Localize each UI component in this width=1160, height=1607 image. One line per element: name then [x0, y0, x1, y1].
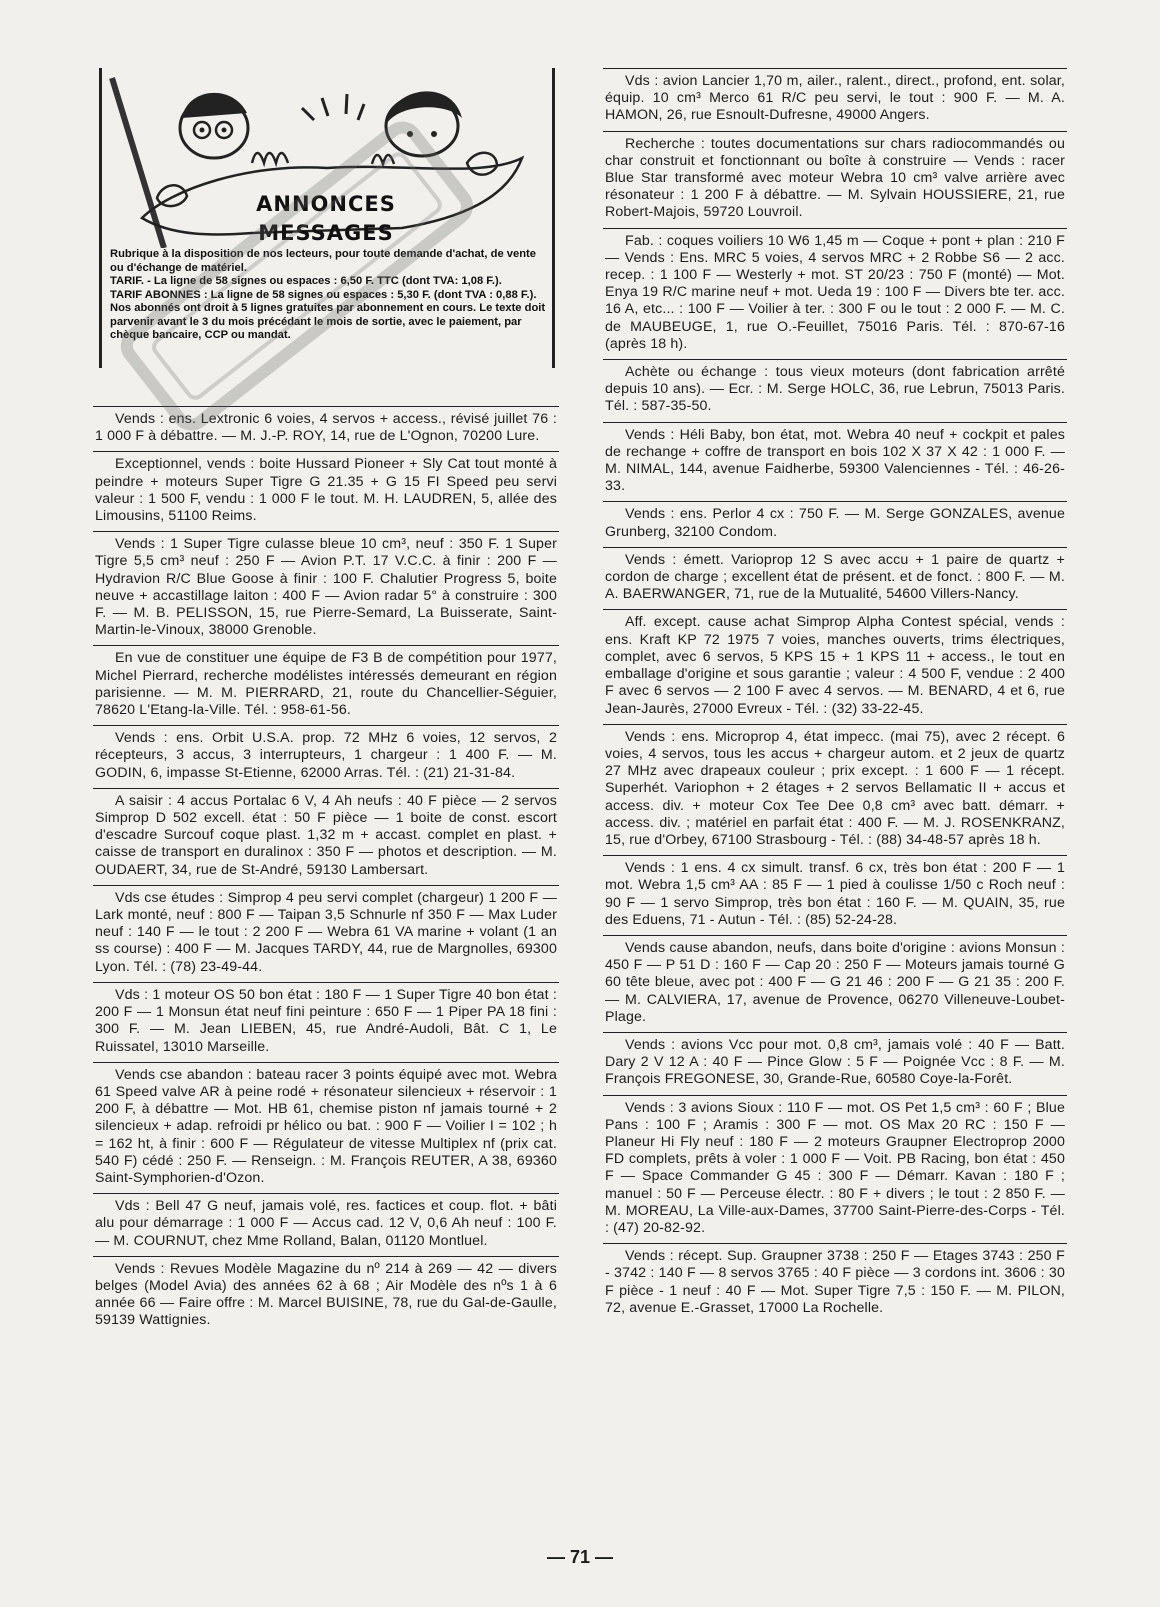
- classified-ad: Fab. : coques voiliers 10 W6 1,45 m — Coque + pont + plan : 210 F — Vends : Ens. MRC 5 voies, 4 servos MRC + 2 Robbe S6 — 2 acc. recep. : 1 100 F — Westerly + mot. ST 20/23 : 750 F (monté) — Mot. Enya 19 R/C marine neuf + mot. Ueda 19 : 100 F — Divers bte ter. acc. 16 A, etc... : 100 F — Voilier à ter. : 300 F ou le tout : 2 000 F. — M. C. de MAUBEUGE, 1, rue O.-Feuillet, 75016 Paris. Tél. : 870-67-16 (après 18 h).: [603, 228, 1067, 359]
- classified-ad: Vends cse abandon : bateau racer 3 points équipé avec mot. Webra 61 Speed valve AR à peine rodé + résonateur silencieux + réservoir : 1 200 F, à débattre — Mot. HB 61, chemise piston nf jamais tourné + 2 silencieux + adap. refroidi pr hélico ou bat. : 900 F — Voilier I = 102 ; h = 162 ht, à finir : 600 F — Régulateur de vitesse Multiplex nf (prix cat. 540 F) cédé : 250 F. — Renseign. : M. François REUTER, A 38, 69360 Saint-Symphorien-d'Ozon.: [93, 1062, 559, 1193]
- right-column: [603, 68, 1067, 1323]
- description-intro: Rubrique à la disposition de nos lecteurs, pour toute demande d'achat, de vente ou d'échange de matériel.: [110, 248, 536, 274]
- classified-ad: Vds : 1 moteur OS 50 bon état : 180 F — 1 Super Tigre 40 bon état : 200 F — 1 Monsun état neuf fini peinture : 650 F — 1 Piper PA 18 fini : 300 F. — M. Jean LIEBEN, 45, rue André-Audoli, Bât. C 1, Le Ruissatel, 13010 Marseille.: [93, 982, 559, 1062]
- classified-ad: Vds cse études : Simprop 4 peu servi complet (chargeur) 1 200 F — Lark monté, neuf : 800 F — Taipan 3,5 Schnurle nf 350 F — Max Luder neuf : 140 F — le tout : 2 200 F — Webra 61 VA marine + volant (1 an ss course) : 400 F — M. Jacques TARDY, 44, rue de Margnolles, 69300 Lyon. Tél. : (78) 23-49-44.: [93, 885, 559, 982]
- title-line-2: MESSAGES: [258, 221, 394, 245]
- classified-ad: Vends : ens. Microprop 4, état impecc. (mai 75), avec 2 récept. 6 voies, 4 servos, tous les accus + chargeur autom. et 2 jeux de quartz 27 MHz avec drapeaux couleur ; prix except. : 1 600 F — 1 récept. Superhét. Variophon + 2 étages + 2 servos Bellamatic II + accus et access. div. + moteur Cox Tee Dee 0,8 cm³ avec batt. démarr. + access. div. ; matériel en parfait état : 400 F. — M. J. ROSENKRANZ, 15, rue d'Orbey, 67100 Strasbourg - Tél. : (88) 34-48-57 après 18 h.: [603, 724, 1067, 855]
- classified-ad: Vds : avion Lancier 1,70 m, ailer., ralent., direct., profond, ent. solar, équip. 10 cm³ Merco 61 R/C peu servi, le tout : 900 F. — M. A. HAMON, 26, rue Esnoult-Dufresne, 49000 Angers.: [603, 68, 1067, 131]
- classified-ad: Vends : émett. Varioprop 12 S avec accu + 1 paire de quartz + cordon de charge ; excellent état de présent. et de fonct. : 800 F. — M. A. BAERWANGER, 71, rue de la Mutualité, 54600 Villers-Nancy.: [603, 547, 1067, 610]
- classified-ad: Vends : ens. Perlor 4 cx : 750 F. — M. Serge GONZALES, avenue Grunberg, 32100 Condom.: [603, 501, 1067, 546]
- classified-ad: Vends : 3 avions Sioux : 110 F — mot. OS Pet 1,5 cm³ : 60 F ; Blue Pans : 100 F ; Aramis : 300 F — mot. OS Max 20 RC : 150 F — Planeur Hi Fly neuf : 180 F — 2 moteurs Graupner Electroprop 2000 FD complets, prêts à voler : 1 000 F — Voit. PB Racing, bon état : 450 F — Space Commander G 45 : 300 F — Démarr. Kavan : 180 F ; manuel : 50 F — Perceuse électr. : 80 F + divers ; le tout : 2 850 F. — M. MOREAU, La Ville-aux-Dames, 37700 Saint-Pierre-des-Corps - Tél. : (47) 20-82-92.: [603, 1095, 1067, 1244]
- header-description: [110, 248, 550, 343]
- classified-ad: Achète ou échange : tous vieux moteurs (dont fabrication arrêté depuis 10 ans). — Ecr. : M. Serge HOLC, 36, rue Lebrun, 75013 Paris. Tél. : 587-35-50.: [603, 359, 1067, 422]
- classifieds-header: [99, 68, 555, 368]
- classified-ad: A saisir : 4 accus Portalac 6 V, 4 Ah neufs : 40 F pièce — 2 servos Simprop D 502 excell. état : 50 F pièce — 1 boite de const. escort d'escadre Surcouf coque plast. 1,32 m + accast. complet en plast. + caisse de transport en duralinox : 350 F — photos et description. — M. OUDAERT, 34, rue de St-André, 59130 Lambersart.: [93, 788, 559, 885]
- classified-ad: Vends : Héli Baby, bon état, mot. Webra 40 neuf + cockpit et pales de rechange + coffre de transport en bois 102 X 37 X 42 : 1 000 F. — M. NIMAL, 144, avenue Faidherbe, 59300 Valenciennes - Tél. : 46-26-33.: [603, 422, 1067, 502]
- classified-ad: Vends cause abandon, neufs, dans boite d'origine : avions Monsun : 450 F — P 51 D : 160 F — Cap 20 : 250 F — Moteurs jamais tourné G 60 tête bleue, avec pot : 400 F — G 21 46 : 200 F — G 21 35 : 200 F. — M. CALVIERA, 17, avenue de Provence, 06270 Villeneuve-Loubet-Plage.: [603, 935, 1067, 1032]
- left-column: [93, 68, 559, 1336]
- classified-ad: Vends : Revues Modèle Magazine du nº 214 à 269 — 42 — divers belges (Model Avia) des années 62 à 68 ; Air Modèle des nºs 1 à 6 année 66 — Faire offre : M. Marcel BUISINE, 78, rue du Gal-de-Gaulle, 59139 Wattignies.: [93, 1256, 559, 1336]
- classified-ad: Vends : avions Vcc pour mot. 0,8 cm³, jamais volé : 40 F — Batt. Dary 2 V 12 A : 40 F — Pince Glow : 5 F — Poignée Vcc : 8 F. — M. François FREGONESE, 30, Grande-Rue, 60580 Coye-la-Forêt.: [603, 1032, 1067, 1095]
- title-line-1: ANNONCES: [256, 192, 396, 216]
- description-tarif-abonnes: TARIF ABONNES : La ligne de 58 signes ou espaces : 5,30 F. (dont TVA : 0,88 F.). Nos abonnés ont droit à 5 lignes gratuites par abonnement en cours. Le texte doit parvenir avant le 3 du mois précédant le mois de sortie, avec le paiement, par chèque bancaire, CCP ou mandat.: [110, 288, 546, 341]
- classified-ad: Vds : Bell 47 G neuf, jamais volé, res. factices et coup. flot. + bâti alu pour démarrage : 1 000 F — Accus cad. 12 V, 0,6 Ah neuf : 100 F. — M. COURNUT, chez Mme Rolland, Balan, 01120 Montluel.: [93, 1193, 559, 1256]
- classified-ad: Exceptionnel, vends : boite Hussard Pioneer + Sly Cat tout monté à peindre + moteurs Super Tigre G 21.35 + G 15 FI Speed peu servi valeur : 1 500 F, vendu : 1 000 F le tout. M. H. LAUDREN, 5, allée des Limousins, 51100 Reims.: [93, 451, 559, 531]
- description-tarif: TARIF. - La ligne de 58 signes ou espaces : 6,50 F. TTC (dont TVA: 1,08 F.).: [110, 275, 502, 287]
- classified-ad: Vends : 1 Super Tigre culasse bleue 10 cm³, neuf : 350 F. 1 Super Tigre 5,5 cm³ neuf : 250 F — Avion P.T. 17 V.C.C. à finir : 200 F — Hydravion R/C Blue Goose à finir : 100 F. Chalutier Progress 5, boite neuve + accastillage laiton : 400 F — Avion radar 5° à construire : 300 F. — M. B. PELISSON, 15, rue Pierre-Semard, La Buisserate, Saint-Martin-le-Vinoux, 38000 Grenoble.: [93, 531, 559, 645]
- classified-ad: En vue de constituer une équipe de F3 B de compétition pour 1977, Michel Pierrard, recherche modélistes intéressés demeurant en région parisienne. — M. M. PIERRARD, 21, route du Chancellier-Séguier, 78620 L'Etang-la-Ville. Tél. : 958-61-56.: [93, 645, 559, 725]
- page-number: — 71 —: [546, 1547, 614, 1567]
- classified-ad: Vends : ens. Orbit U.S.A. prop. 72 MHz 6 voies, 12 servos, 2 récepteurs, 3 accus, 3 interrupteurs, 1 chargeur : 1 400 F. — M. GODIN, 6, impasse St-Etienne, 62000 Arras. Tél. : (21) 21-31-84.: [93, 725, 559, 788]
- classified-ad: Vends : récept. Sup. Graupner 3738 : 250 F — Etages 3743 : 250 F - 3742 : 140 F — 8 servos 3765 : 40 F pièce — 3 cordons int. 3606 : 30 F pièce - 1 neuf : 40 F — Mot. Super Tigre 7,5 : 150 F. — M. PILON, 72, avenue E.-Grasset, 17000 La Rochelle.: [603, 1243, 1067, 1323]
- classified-ad: Vends : 1 ens. 4 cx simult. transf. 6 cx, très bon état : 200 F — 1 mot. Webra 1,5 cm³ AA : 85 F — 1 pied à coulisse 1/50 c Roch neuf : 90 F — 1 servo Simprop, très bon état : 160 F. — M. QUAIN, 35, rue des Eduens, 71 - Autun - Tél. : (85) 52-24-28.: [603, 855, 1067, 935]
- classified-ad: Vends : ens. Lextronic 6 voies, 4 servos + access., révisé juillet 76 : 1 000 F à débattre. — M. J.-P. ROY, 14, rue de L'Ognon, 70200 Lure.: [93, 406, 559, 451]
- classified-ad: Recherche : toutes documentations sur chars radiocommandés ou char construit et fonctionnant ou boîte à construire — Vends : racer Blue Star transformé avec moteur Webra 10 cm³ valve arrière avec résonateur : 1 200 F à débattre. — M. Sylvain HOUSSIERE, 21, rue Robert-Majois, 59720 Louvroil.: [603, 131, 1067, 228]
- classified-ad: Aff. except. cause achat Simprop Alpha Contest spécial, vends : ens. Kraft KP 72 1975 7 voies, manches ouverts, trims électriques, complet, avec 6 servos, 5 KPS 15 + 1 KPS 11 + access., le tout en emballage d'origine et sous garantie ; valeur : 4 500 F, vendue : 2 400 F avec 6 servos — 2 100 F avec 4 servos. — M. BENARD, 4 et 6, rue Jean-Jaurès, 27000 Evreux - Tél. : (32) 33-22-45.: [603, 609, 1067, 723]
